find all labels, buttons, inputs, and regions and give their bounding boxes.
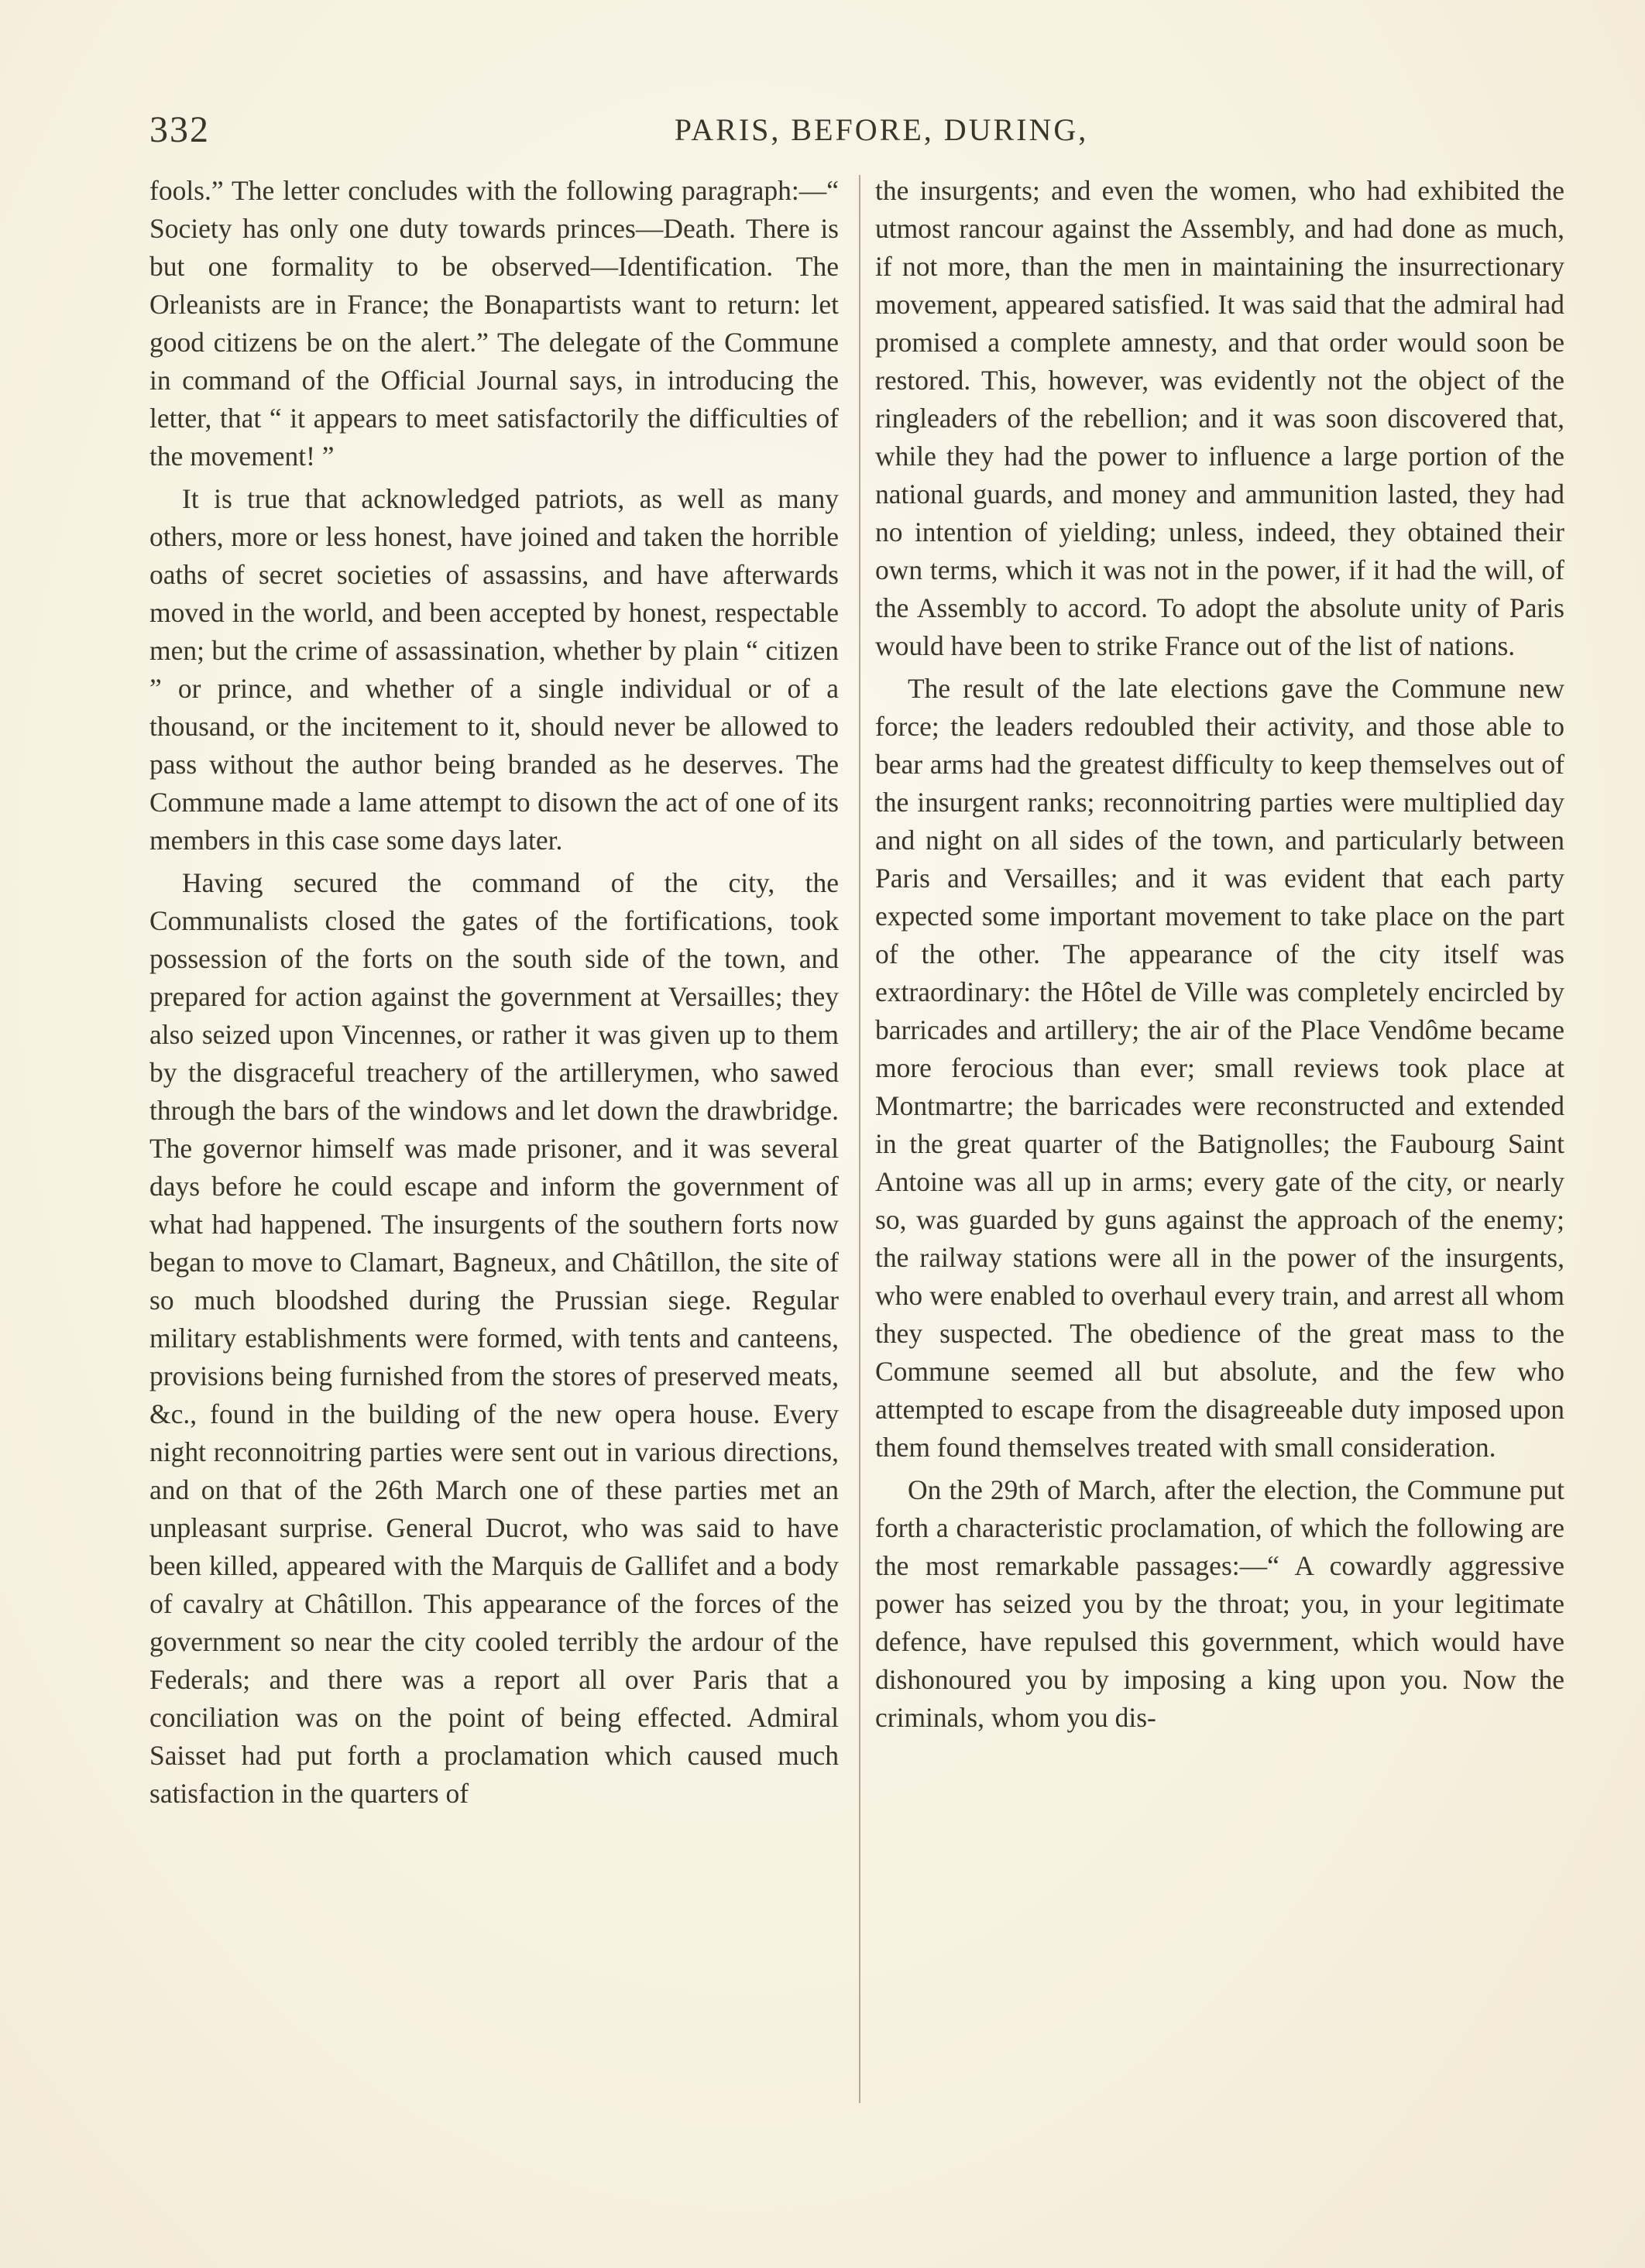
- paragraph: It is true that acknowledged patriots, as well as many others, more or less honest, have joined and taken the horrible oaths of secret societies of assassins, and have afterwards moved in the world, and been accepted by honest, respectable men; but the crime of assassination, whether by plain “ citizen ” or prince, and whether of a single individual or of a thousand, or the incitement to it, should never be allowed to pass without the author being branded as he deserves. The Commune made a lame attempt to disown the act of one of its members in this case some days later.: [149, 483, 839, 856]
- paragraph: The result of the late elections gave the Commune new force; the leaders redoubled their activity, and those able to bear arms had the greatest difficulty to keep themselves out of the insurgent ranks; reconnoitring parties were multiplied day and night on all sides of the town, and particularly between Paris and Versailles; and it was evident that each party expected some important movement to take place on the part of the other. The appearance of the city itself was extraordinary: the Hôtel de Ville was completely encircled by barricades and artillery; the air of the Place Vendôme became more ferocious than ever; small reviews took place at Montmartre; the barricades were reconstructed and extended in the great quarter of the Batignolles; the Faubourg Saint Antoine was all up in arms; every gate of the city, or nearly so, was guarded by guns against the approach of the enemy; the railway stations were all in the power of the insurgents, who were enabled to overhaul every train, and arrest all whom they suspected. The obedience of the great mass to the Commune seemed all but absolute, and the few who attempted to escape from the disagreeable duty imposed upon them found themselves treated with small consideration.: [875, 673, 1564, 1463]
- page-number: 332: [149, 109, 210, 150]
- right-column: [875, 172, 1564, 1737]
- page-header: [149, 108, 1613, 155]
- paragraph: On the 29th of March, after the election, the Commune put forth a characteristic proclamation, of which the following are the most remarkable passages:—“ A cowardly aggressive power has seized you by the throat; you, in your legitimate defence, have repulsed this government, which would have dishonoured you by imposing a king upon you. Now the criminals, whom you dis-: [875, 1474, 1564, 1733]
- paragraph: Having secured the command of the city, the Communalists closed the gates of the fortifications, took possession of the forts on the south side of the town, and prepared for action against the government at Versailles; they also seized upon Vincennes, or rather it was given up to them by the disgraceful treachery of the artillerymen, who sawed through the bars of the windows and let down the drawbridge. The governor himself was made prisoner, and it was several days before he could escape and inform the government of what had happened. The insurgents of the southern forts now began to move to Clamart, Bagneux, and Châtillon, the site of so much bloodshed during the Prussian siege. Regular military establishments were formed, with tents and canteens, provisions being furnished from the stores of preserved meats, &c., found in the building of the new opera house. Every night reconnoitring parties were sent out in various directions, and on that of the 26th March one of these parties met an unpleasant surprise. General Ducrot, who was said to have been killed, appeared with the Marquis de Gallifet and a body of cavalry at Châtillon. This appearance of the forces of the government so near the city cooled terribly the ardour of the Federals; and there was a report all over Paris that a conciliation was on the point of being effected. Admiral Saisset had put forth a proclamation which caused much satisfaction in the quarters of: [149, 867, 839, 1809]
- left-column: [149, 172, 839, 1813]
- column-divider: [859, 175, 860, 2103]
- paragraph: the insurgents; and even the women, who had exhibited the utmost rancour against the Assembly, and had done as much, if not more, than the men in maintaining the insurrectionary movement, appeared satisfied. It was said that the admiral had promised a complete amnesty, and that order would soon be restored. This, however, was evidently not the object of the ringleaders of the rebellion; and it was soon discovered that, while they had the power to influence a large portion of the national guards, and money and ammunition lasted, they had no intention of yielding; unless, indeed, they obtained their own terms, which it was not in the power, if it had the will, of the Assembly to accord. To adopt the absolute unity of Paris would have been to strike France out of the list of nations.: [875, 175, 1564, 661]
- running-title: PARIS, BEFORE, DURING,: [674, 112, 1089, 147]
- paragraph: fools.” The letter concludes with the following paragraph:—“ Society has only one duty towards princes—Death. There is but one formality to be observed—Identification. The Orleanists are in France; the Bonapartists want to return: let good citizens be on the alert.” The delegate of the Commune in command of the Official Journal says, in introducing the letter, that “ it appears to meet satisfactorily the difficulties of the movement! ”: [149, 175, 839, 472]
